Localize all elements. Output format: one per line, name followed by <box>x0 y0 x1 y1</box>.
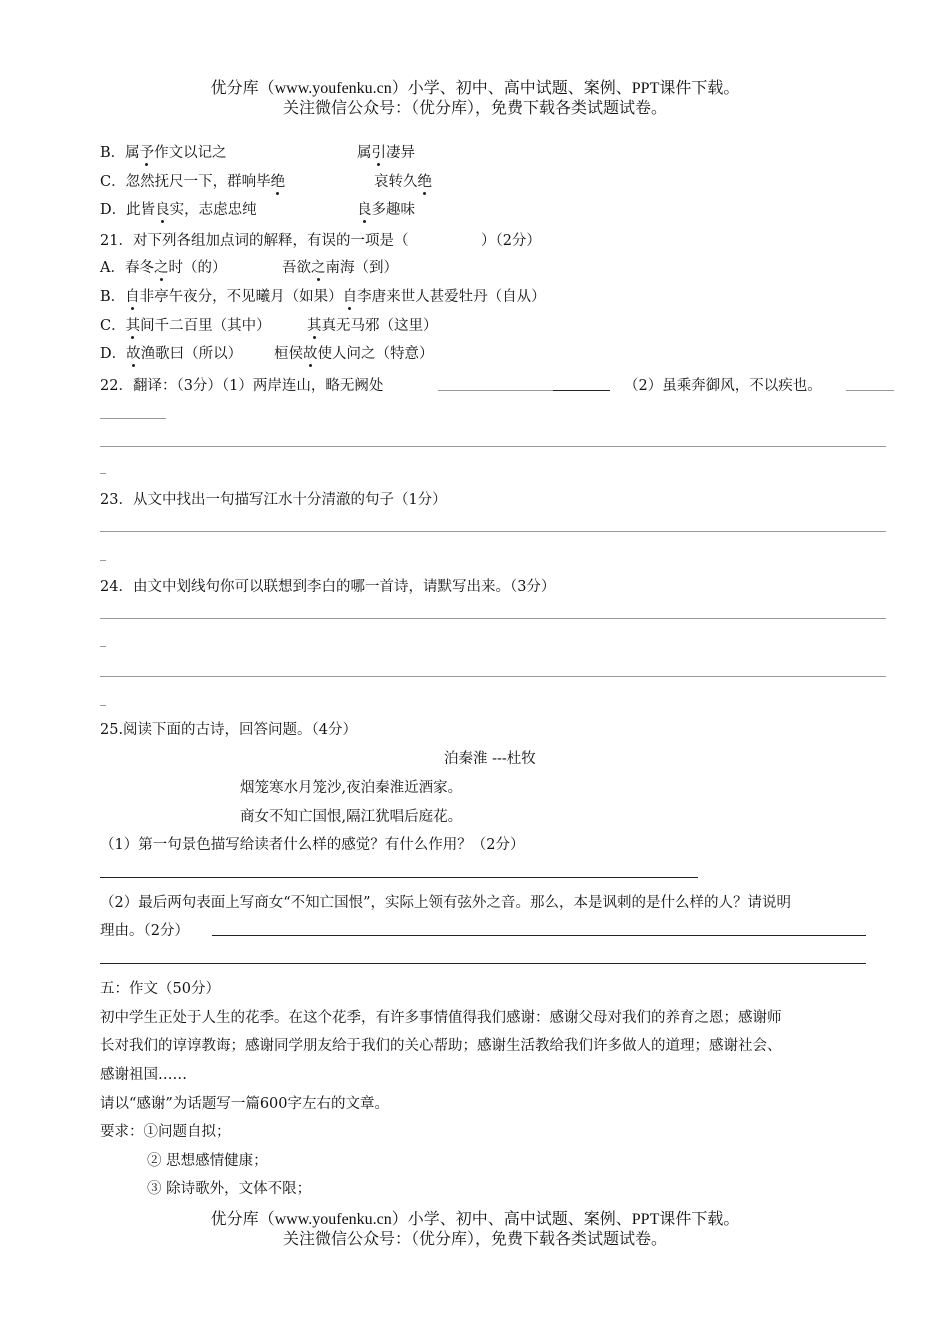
q23-stem: 23．从文中找出一句描写江水十分清澈的句子（1分） <box>100 492 447 508</box>
q21-option-a-right: 吾欲之南海（到） <box>282 256 398 277</box>
q25-poem-line-1: 烟笼寒水月笼沙,夜泊秦淮近酒家。 <box>240 780 463 796</box>
q24-answer-line-2 <box>100 676 886 677</box>
q20-option-b: B．属予作文以记之 <box>100 141 227 162</box>
q21-option-c: C．其间千二百里（其中） <box>100 314 271 335</box>
q25-stem: 25.阅读下面的古诗，回答问题。（4分） <box>100 722 358 738</box>
q21-stem: 21．对下列各组加点词的解释，有误的一项是（ ）（2分） <box>100 233 541 249</box>
q21-option-b: B．自非亭午夜分，不见曦月（如果）自李唐来世人甚爱牡丹（自从） <box>100 285 546 306</box>
essay-title: 五：作文（50分） <box>100 981 220 997</box>
essay-paragraph-line-1: 初中学生正处于人生的花季。在这个花季，有许多事情值得我们感谢：感谢父母对我们的养育之恩；感谢师 <box>100 1010 782 1026</box>
q25-answer-line-2 <box>212 935 866 936</box>
essay-instruction: 请以“感谢”为话题写一篇600字左右的文章。 <box>100 1096 390 1112</box>
q20-option-b-right: 属引凄异 <box>357 141 415 162</box>
q20-option-c: C．忽然抚尺一下，群响毕绝 <box>100 170 285 191</box>
q25-question-2-line-1: （2）最后两句表面上写商女“不知亡国恨”，实际上领有弦外之音。那么，本是讽刺的是什么样的人？请说明 <box>100 895 792 911</box>
q25-poem-line-2: 商女不知亡国恨,隔江犹唱后庭花。 <box>240 809 463 825</box>
q20-option-c-right: 哀转久绝 <box>374 170 432 191</box>
q25-answer-line-3 <box>100 963 866 964</box>
q22-blank-2a <box>846 390 894 391</box>
q21-option-c-right: 其真无马邪（这里） <box>307 314 438 335</box>
footer-line-1: 优分库（www.youfenku.cn）小学、初中、高中试题、案例、PPT课件下载。 <box>210 1211 740 1228</box>
essay-requirement-3: ③ 除诗歌外，文体不限； <box>147 1181 312 1197</box>
q22-part-2: （2）虽乘奔御风，不以疾也。 <box>624 378 822 394</box>
q25-answer-line-1 <box>100 877 698 878</box>
header-line-2: 关注微信公众号：（优分库），免费下载各类试题试卷。 <box>282 100 667 117</box>
essay-paragraph-line-2: 长对我们的谆谆教诲；感谢同学朋友给于我们的关心帮助；感谢生活教给我们许多做人的道理；感谢社会、 <box>100 1038 782 1054</box>
q22-blank-2b <box>100 418 166 419</box>
q22-blank-1b <box>553 390 610 391</box>
q24-answer-line-1 <box>100 618 886 619</box>
q20-option-d-right: 良多趣味 <box>357 198 415 219</box>
essay-paragraph-line-3: 感谢祖国…… <box>100 1067 187 1083</box>
q25-question-1: （1）第一句景色描写给读者什么样的感觉？有什么作用？（2分） <box>100 837 525 853</box>
q24-stem: 24．由文中划线句你可以联想到李白的哪一首诗，请默写出来。（3分） <box>100 579 556 595</box>
q25-poem-title: 泊秦淮 ---杜牧 <box>444 751 536 767</box>
q20-option-d: D．此皆良实，志虑忠纯 <box>100 198 257 219</box>
q23-answer-line <box>100 531 886 532</box>
q21-option-d: D．故渔歌曰（所以） <box>100 342 242 363</box>
header-line-1: 优分库（www.youfenku.cn）小学、初中、高中试题、案例、PPT课件下载。 <box>210 80 740 97</box>
q22-part-1: 22．翻译：（3分）（1）两岸连山，略无阙处 <box>100 378 384 394</box>
q24-answer-tail-2 <box>100 705 106 706</box>
q22-answer-line <box>100 446 886 447</box>
q21-option-a: A．春冬之时（的） <box>100 256 226 277</box>
q22-blank-1a <box>438 390 553 391</box>
q24-answer-tail-1 <box>100 646 106 647</box>
q23-answer-tail <box>100 560 106 561</box>
essay-requirement-2: ② 思想感情健康； <box>147 1153 268 1169</box>
q22-answer-tail <box>100 473 106 474</box>
q21-option-d-right: 桓侯故使人问之（特意） <box>274 342 434 363</box>
footer-line-2: 关注微信公众号：（优分库），免费下载各类试题试卷。 <box>282 1231 667 1248</box>
q25-question-2-line-2: 理由。（2分） <box>100 923 189 939</box>
essay-requirement-1: 要求：①问题自拟； <box>100 1124 231 1140</box>
